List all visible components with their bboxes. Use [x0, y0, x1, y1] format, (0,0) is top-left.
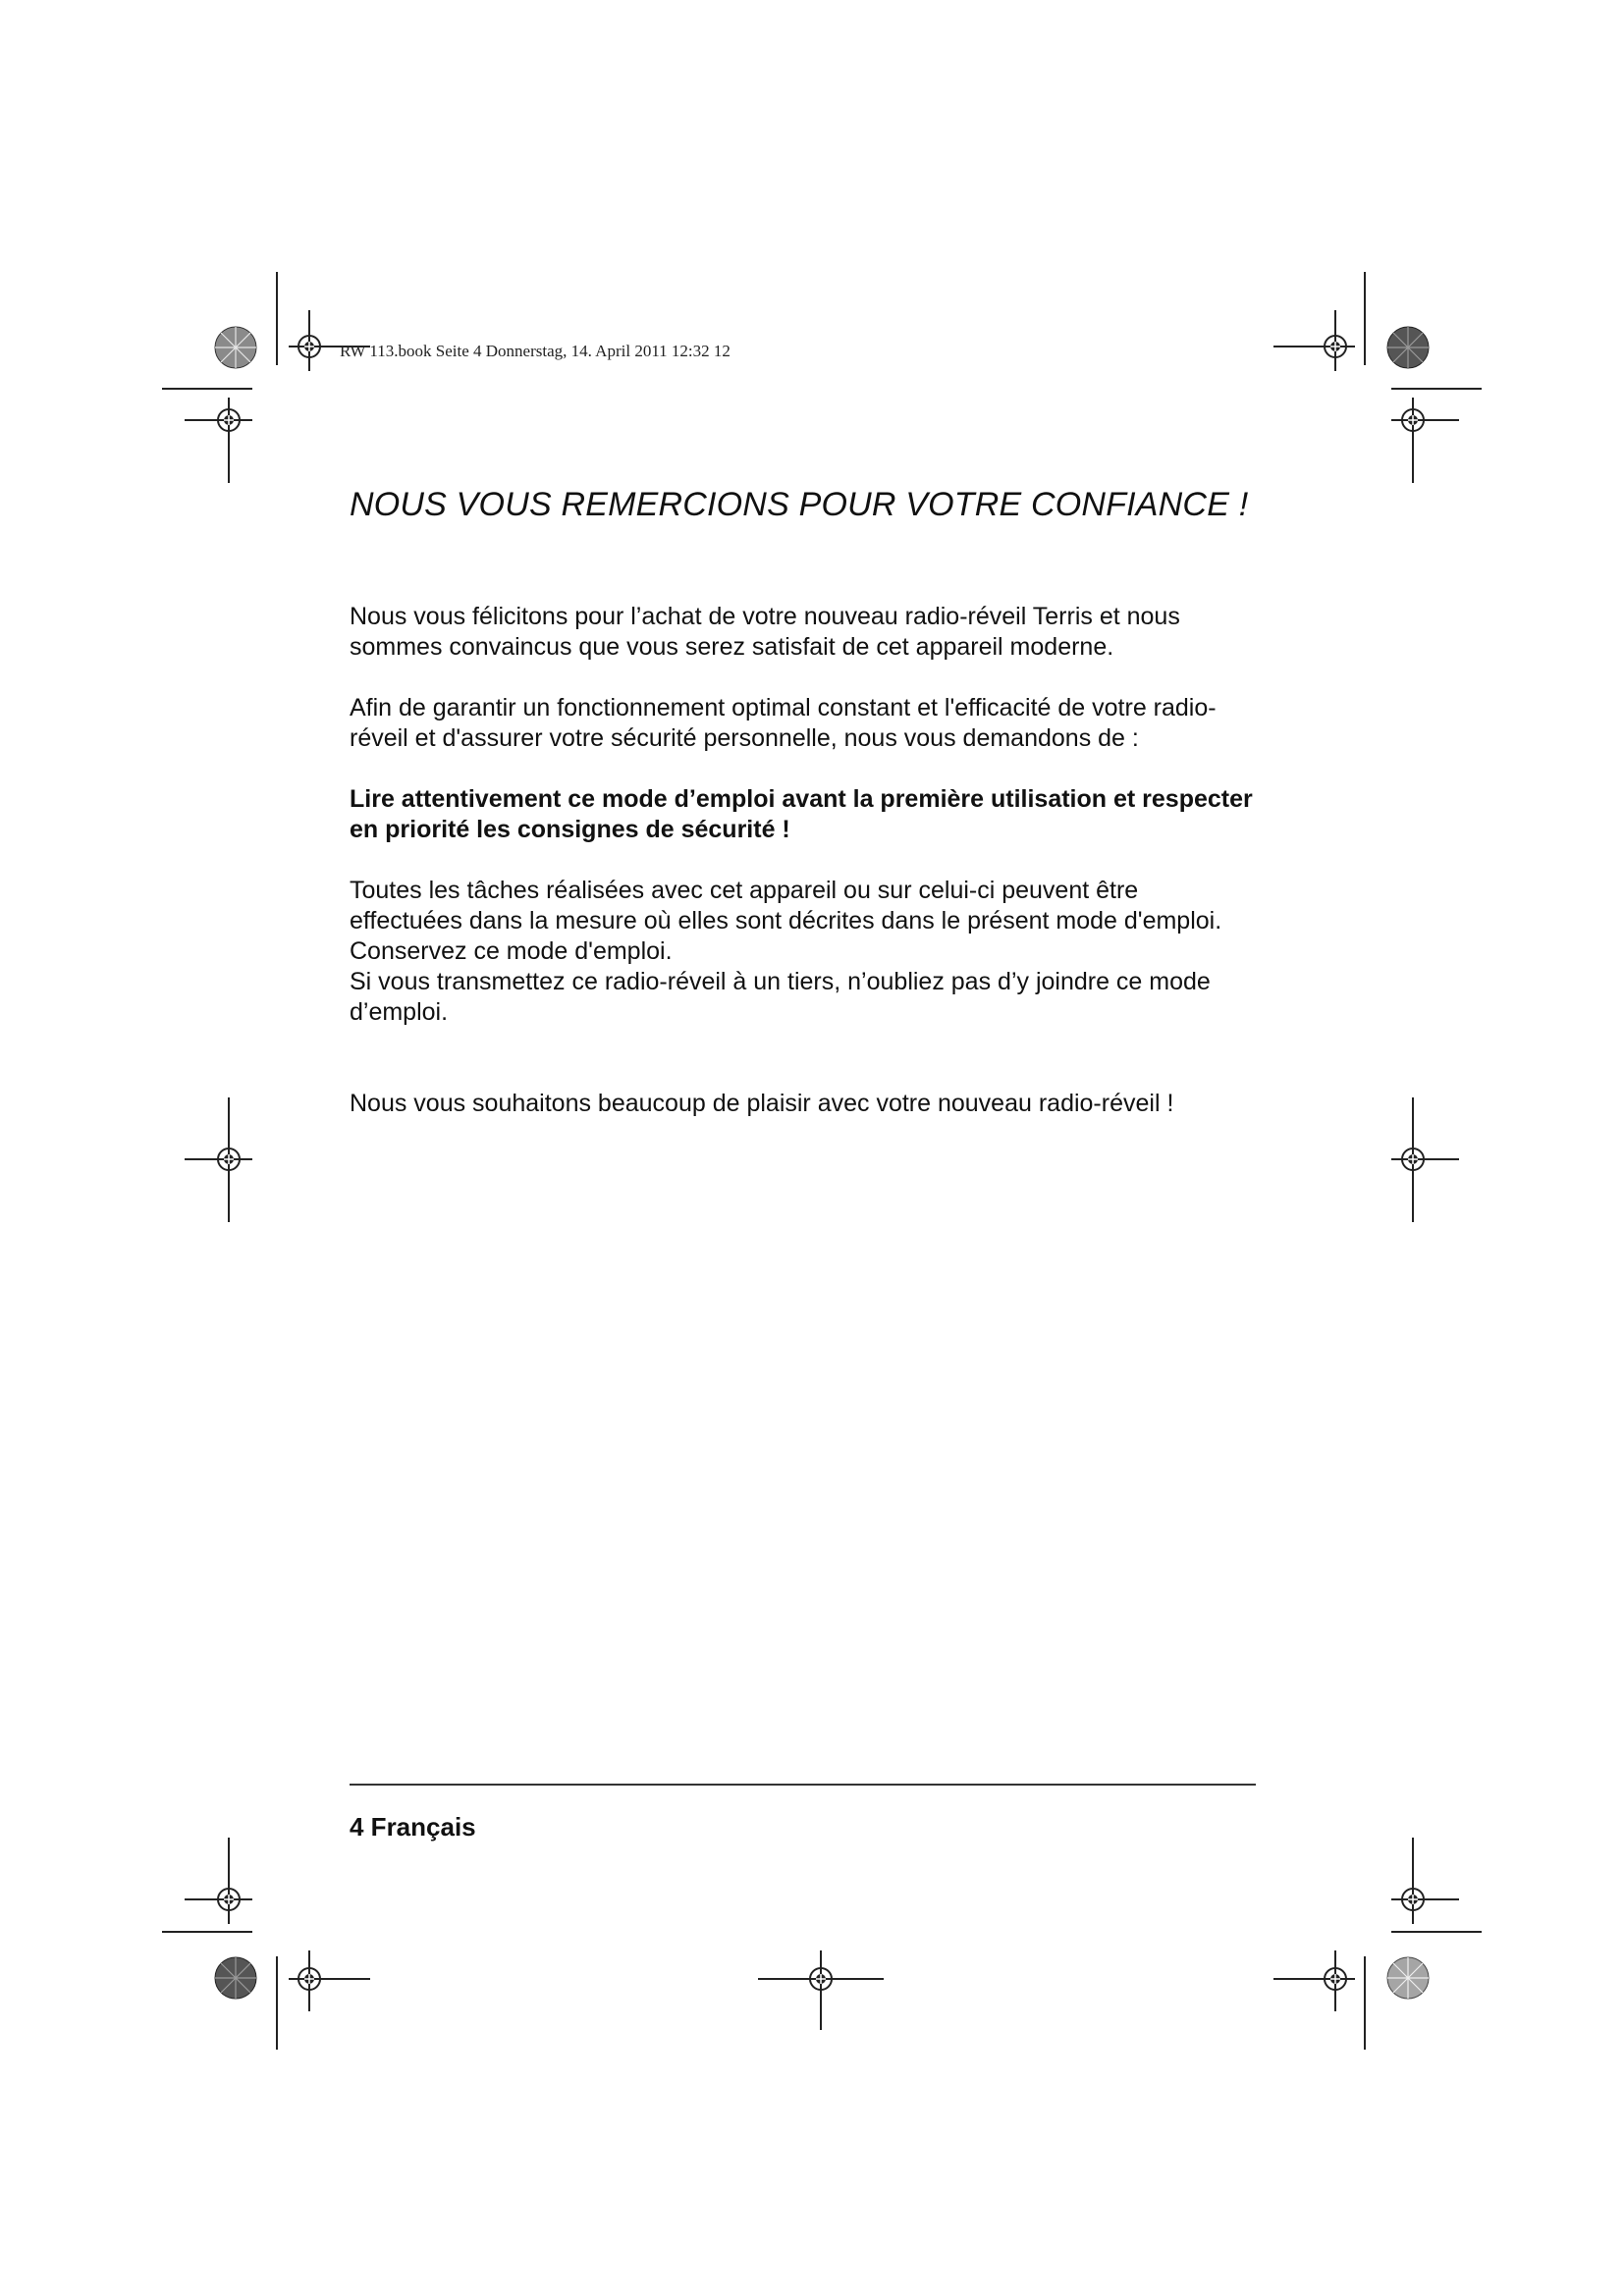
page-number-language: 4 Français	[350, 1812, 476, 1842]
color-target-bottom-left	[215, 1957, 256, 1999]
registration-mark-top-right-a	[1273, 310, 1355, 371]
footer-divider	[350, 1784, 1256, 1786]
registration-mark-top-left-b	[185, 398, 252, 483]
instruction-line: Si vous transmettez ce radio-réveil à un tiers, n’oubliez pas d’y joindre ce mode d’emploi.	[350, 968, 1211, 1026]
registration-mark-bottom-left-b	[289, 1950, 370, 2011]
registration-mark-middle-left	[185, 1097, 252, 1222]
registration-mark-top-left-a	[289, 310, 370, 371]
safety-notice: Lire attentivement ce mode d’emploi avant la première utilisation et respecter en priorité les consignes de sécurité !	[350, 785, 1253, 843]
instruction-line: Toutes les tâches réalisées avec cet appareil ou sur celui-ci peuvent être effectuées dans la mesure où elles sont décrites dans le présent mode d'emploi.	[350, 877, 1222, 934]
page-title: NOUS VOUS REMERCIONS POUR VOTRE CONFIANCE !	[350, 486, 1249, 523]
registration-mark-bottom-right-a	[1391, 1838, 1459, 1924]
color-target-top-right	[1387, 327, 1429, 368]
instruction-line: Conservez ce mode d'emploi.	[350, 937, 673, 965]
closing-paragraph: Nous vous souhaitons beaucoup de plaisir avec votre nouveau radio-réveil !	[350, 1090, 1174, 1117]
crop-mark-top-right	[1365, 272, 1482, 389]
print-slug: RW 113.book Seite 4 Donnerstag, 14. April 2011 12:32 12	[340, 342, 731, 360]
document-body	[350, 602, 1258, 1149]
registration-mark-bottom-center	[758, 1950, 884, 2030]
purpose-paragraph: Afin de garantir un fonctionnement optimal constant et l'efficacité de votre radio-réveil et d'assurer votre sécurité personnelle, nous vous demandons de :	[350, 694, 1217, 752]
instructions-block	[350, 876, 1258, 1028]
registration-mark-top-right-b	[1391, 398, 1459, 483]
crop-mark-top-left	[162, 272, 277, 389]
color-target-top-left	[215, 327, 256, 368]
color-target-bottom-right	[1387, 1957, 1429, 1999]
registration-mark-bottom-left-a	[185, 1838, 252, 1924]
registration-mark-bottom-right-b	[1273, 1950, 1355, 2011]
registration-mark-middle-right	[1391, 1097, 1459, 1222]
intro-paragraph: Nous vous félicitons pour l’achat de votre nouveau radio-réveil Terris et nous sommes convaincus que vous serez satisfait de cet appareil moderne.	[350, 603, 1180, 661]
